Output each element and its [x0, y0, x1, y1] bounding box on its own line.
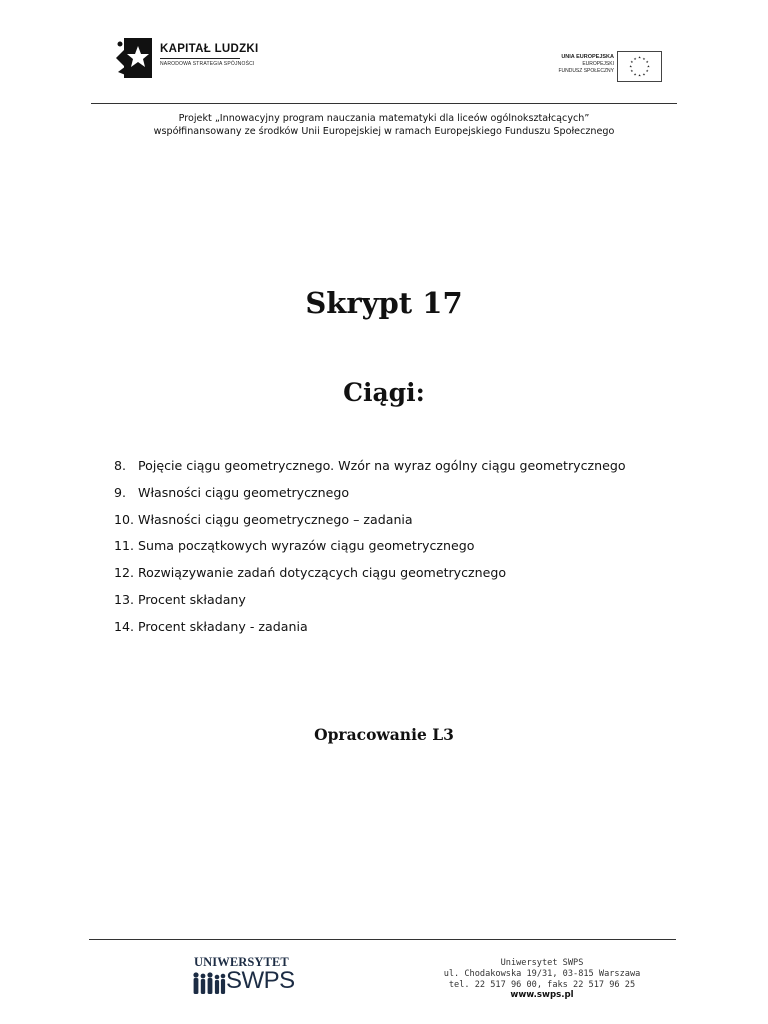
project-line-1: Projekt „Innowacyjny program nauczania matematyki dla liceów ogólnokształcących” [178, 113, 590, 124]
list-item-number: 13. [114, 591, 135, 607]
list-item [114, 511, 674, 538]
list-item-text: Procent składany [138, 591, 246, 607]
list-item-number: 12. [114, 565, 135, 581]
list-item [114, 564, 674, 591]
list-item [114, 484, 674, 511]
eu-logo [540, 50, 662, 84]
list-item [114, 537, 674, 564]
kapital-ludzki-logo [116, 36, 296, 80]
document-title: Skrypt 17 [305, 286, 463, 320]
eu-star-icon: ★ [642, 56, 646, 61]
list-item-text: Suma początkowych wyrazów ciągu geometrycznego [138, 538, 475, 554]
footer-institution: Uniwersytet SWPS [500, 958, 584, 968]
list-item-text: Rozwiązywanie zadań dotyczących ciągu geometrycznego [138, 565, 507, 581]
kapital-ludzki-subtitle: NARODOWA STRATEGIA SPÓJNOŚCI [160, 61, 255, 67]
eu-star-icon: ★ [645, 69, 649, 74]
list-item-number: 11. [114, 538, 135, 554]
swps-logo-top-text: UNIWERSYTET [194, 955, 289, 969]
list-item-text: Procent składany - zadania [138, 618, 308, 634]
list-item-text: Własności ciągu geometrycznego [138, 484, 350, 500]
swps-people-icon [192, 971, 226, 995]
eu-star-icon: ★ [630, 60, 634, 65]
eu-star-icon: ★ [629, 64, 633, 69]
list-item [114, 618, 674, 645]
topic-list [114, 457, 674, 645]
eu-star-icon: ★ [646, 64, 650, 69]
list-item-number: 10. [114, 511, 135, 527]
swps-logo-name: SWPS [226, 967, 295, 994]
section-title: Ciągi: [343, 378, 425, 407]
eu-logo-line1: UNIA EUROPEJSKA [561, 54, 614, 60]
eu-star-icon: ★ [630, 69, 634, 74]
eu-flag-icon [617, 51, 662, 82]
kapital-ludzki-divider [160, 58, 240, 59]
kapital-ludzki-emblem-icon [116, 36, 154, 80]
header-divider [91, 103, 677, 104]
swps-logo [192, 955, 295, 997]
eu-stars [629, 56, 650, 78]
list-item-text: Pojęcie ciągu geometrycznego. Wzór na wyraz ogólny ciągu geometrycznego [138, 458, 626, 473]
list-item-text: Własności ciągu geometrycznego – zadania [138, 511, 413, 527]
project-line-2: współfinansowany ze środków Unii Europejskiej w ramach Europejskiego Funduszu Społecznego [153, 126, 615, 137]
eu-star-icon: ★ [633, 72, 637, 77]
footer-address [400, 958, 684, 1001]
list-item-number: 9. [114, 484, 127, 500]
footer-street: ul. Chodakowska 19/31, 03-815 Warszawa [443, 968, 641, 979]
eu-star-icon: ★ [642, 72, 646, 77]
footer-website[interactable]: www.swps.pl [510, 990, 574, 1001]
project-description [91, 112, 677, 138]
list-item [114, 591, 674, 618]
eu-star-icon: ★ [637, 73, 642, 78]
eu-star-icon: ★ [645, 60, 649, 65]
footer-divider [89, 939, 676, 940]
kapital-ludzki-title: KAPITAŁ LUDZKI [160, 43, 259, 55]
list-item-number: 8. [114, 458, 127, 473]
eu-logo-line3: FUNDUSZ SPOŁECZNY [558, 68, 614, 74]
author-line: Opracowanie L3 [314, 725, 454, 744]
list-item [114, 457, 674, 484]
footer-phone: tel. 22 517 96 00, faks 22 517 96 25 [448, 979, 636, 990]
eu-star-icon: ★ [637, 55, 642, 60]
eu-star-icon: ★ [633, 56, 637, 61]
eu-logo-line2: EUROPEJSKI [582, 61, 614, 67]
list-item-number: 14. [114, 618, 135, 634]
eu-logo-text [558, 54, 614, 75]
